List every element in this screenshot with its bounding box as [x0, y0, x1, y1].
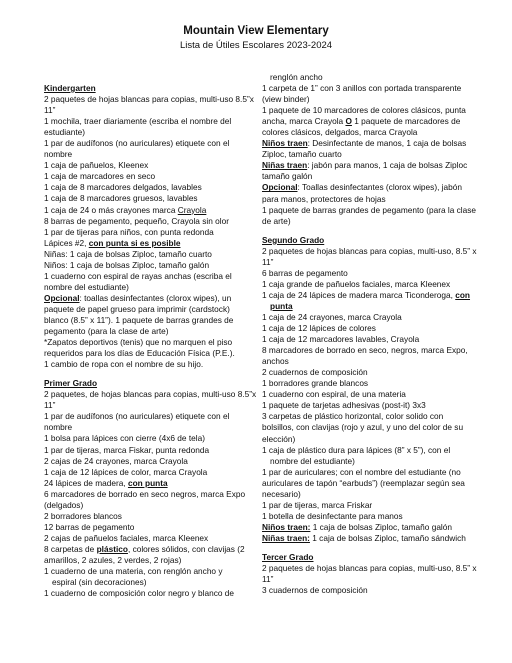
list-item: nombre del estudiante): [44, 281, 129, 292]
list-item: [44, 205, 266, 216]
list-item: colores clásicos, delgados, marca Crayola: [262, 127, 418, 138]
boys-bring-label: Niños traen:: [262, 521, 311, 532]
girls-bring-label: Niñas traen:: [262, 532, 310, 543]
crayola-underlined: Crayola: [177, 204, 207, 215]
list-item-text: : toallas desinfectantes (clorox wipes), un: [79, 292, 232, 303]
list-item: 1 cuaderno de composición color negro y blanco de: [44, 588, 235, 599]
list-item: 8 marcadores de borrado en seco, negros, marca Expo,: [262, 345, 468, 356]
list-item: 1 botella de desinfectante para manos: [262, 510, 403, 521]
boys-bring-label: Niños traen: [262, 138, 308, 149]
list-item: Niñas: 1 caja de bolsas Ziploc, tamaño cuarto: [44, 248, 212, 259]
list-item: [262, 182, 474, 193]
emphasis-text: con punta: [127, 477, 168, 488]
list-item: 12 barras de pegamento: [44, 521, 135, 532]
list-item: para manos, protectores de hojas: [262, 193, 386, 204]
list-item: 8 barras de pegamento, pequeño, Crayola sin olor: [44, 215, 229, 226]
right-column: [262, 72, 477, 596]
list-item: [262, 138, 474, 149]
list-item-text: 8 carpetas de: [44, 543, 97, 554]
list-item: [262, 533, 474, 544]
emphasis-text: punta: [270, 300, 293, 311]
list-item: 1 borradores grande blancos: [262, 378, 369, 389]
list-item: anchos: [262, 356, 289, 367]
list-item: paquete de papel grueso para imprimir (cardstock): [44, 303, 230, 314]
list-item: 11”: [44, 400, 56, 411]
list-item-text: 1 caja de bolsas Ziploc, tamaño sándwich: [309, 532, 466, 543]
list-item-text: 1 caja de 24 lápices de madera marca Ticonderoga,: [262, 289, 456, 300]
list-item: nombre: [44, 422, 73, 433]
list-item: 3 cuadernos de composición: [262, 585, 368, 596]
list-item: 11”: [262, 256, 274, 267]
list-item: 11”: [44, 105, 56, 116]
list-item: 1 par de audífonos (no auriculares) etiquete con el: [44, 411, 230, 422]
list-item: 1 cuaderno con espiral, de una materia: [262, 389, 406, 400]
list-item: [262, 116, 474, 127]
list-item: 1 caja de 24 crayones, marca Crayola: [262, 311, 402, 322]
list-item: de arte): [262, 215, 291, 226]
list-item: 1 cuaderno con espiral de rayas anchas (escriba el: [44, 270, 232, 281]
list-item: Niños: 1 caja de bolsas Ziploc, tamaño galón: [44, 259, 210, 270]
list-item: 1 caja de 12 lápices de colores: [262, 323, 376, 334]
list-item: 1 caja de plástico dura para lápices (8” x 5”), con el: [262, 444, 451, 455]
list-item: [262, 160, 474, 171]
list-item-text: : jabón para manos, 1 caja de bolsas Ziploc: [307, 160, 468, 171]
list-item-text: , colores sólidos, con clavijas (2: [127, 543, 245, 554]
list-item: 1 cambio de ropa con el nombre de su hijo.: [44, 359, 204, 370]
emphasis-text: con punta si es posible: [88, 237, 181, 248]
second-grade-heading: Segundo Grado: [262, 234, 325, 245]
list-item: 1 paquete de barras grandes de pegamento (para la clase: [262, 204, 477, 215]
list-item: 1 cuaderno de una materia, con renglón ancho y: [44, 566, 223, 577]
list-item: [262, 290, 474, 301]
list-item: estudiante): [44, 127, 86, 138]
list-item: 1 caja grande de pañuelos faciales, marca Kleenex: [262, 278, 451, 289]
third-grade-heading: Tercer Grado: [262, 551, 314, 562]
kindergarten-heading: Kindergarten: [44, 83, 96, 93]
list-item: [44, 293, 266, 304]
list-item: 2 paquetes de hojas blancas para copias, multi-uso, 8.5” x: [262, 563, 477, 574]
list-item: 1 caja de 8 marcadores delgados, lavables: [44, 182, 202, 193]
list-item: [44, 478, 266, 489]
list-item: 1 paquete de tarjetas adhesivas (post-it) 3x3: [262, 400, 426, 411]
emphasis-text: con: [455, 289, 471, 300]
list-item: [44, 544, 266, 555]
list-item: espiral (sin decoraciones): [52, 577, 147, 588]
first-grade-heading: Primer Grado: [44, 378, 98, 389]
list-item: necesario): [262, 488, 301, 499]
list-item: 1 carpeta de 1” con 3 anillos con portada transparente: [262, 83, 462, 94]
girls-bring-label: Niñas traen: [262, 160, 308, 171]
list-item: nombre del estudiante): [270, 455, 355, 466]
list-item: 1 caja de 12 marcadores lavables, Crayola: [262, 334, 420, 345]
list-item: 1 mochila, traer diariamente (escriba el nombre del: [44, 116, 232, 127]
list-item: 2 cajas de pañuelos faciales, marca Kleenex: [44, 532, 209, 543]
list-item: 6 barras de pegamento: [262, 267, 348, 278]
list-item: (view binder): [262, 94, 310, 105]
list-item-text: : Desinfectante de manos, 1 caja de bolsas: [307, 138, 467, 149]
list-item-text: 1 caja de 24 o más crayones marca: [44, 204, 178, 215]
list-item-text: Lápices #2,: [44, 237, 89, 248]
list-item: *Zapatos deportivos (tenis) que no marquen el piso: [44, 337, 233, 348]
list-item-text: : Toallas desinfectantes (clorox wipes), jabón: [297, 182, 462, 193]
list-item: 6 marcadores de borrado en seco negros, marca Expo: [44, 488, 246, 499]
list-item-text: ancha, marca Crayola: [262, 116, 346, 127]
school-title: Mountain View Elementary: [183, 25, 329, 37]
list-item: 1 par de tijeras, marca Fiskar, punta redonda: [44, 444, 210, 455]
list-item: 1 par de audífonos (no auriculares) etiquete con el: [44, 138, 230, 149]
optional-label: Opcional: [262, 182, 298, 193]
list-item: tamaño galón: [262, 171, 313, 182]
left-column: [44, 72, 266, 599]
list-item: 1 par de auriculares; con el nombre del estudiante (no: [262, 466, 461, 477]
list-item: 1 paquete de 10 marcadores de colores clásicos, punta: [262, 105, 466, 116]
list-item: 1 par de tijeras, marca Friskar: [262, 499, 373, 510]
list-item: [262, 522, 474, 533]
list-item: 3 carpetas de plástico horizontal, color solido con: [262, 411, 444, 422]
list-item: 2 borradores blancos: [44, 510, 122, 521]
list-item-text: 1 caja de bolsas Ziploc, tamaño galón: [310, 521, 453, 532]
list-item: (delgados): [44, 499, 84, 510]
list-item: bolsillos, con clavijas (rojo y azul, y uno del color de su: [262, 422, 464, 433]
list-item: 1 bolsa para lápices con cierre (4x6 de tela): [44, 433, 205, 444]
optional-label: Opcional: [44, 292, 80, 303]
emphasis-text: plástico: [96, 543, 128, 554]
list-item-text: 24 lápices de madera,: [44, 477, 128, 488]
list-item: 2 paquetes, de hojas blancas para copias, multi-uso 8.5”x: [44, 389, 257, 400]
list-item: requeridos para los días de Educación Física (P.E.).: [44, 348, 235, 359]
list-item: 1 par de tijeras para niños, con punta redonda: [44, 226, 214, 237]
list-item: 1 caja de pañuelos, Kleenex: [44, 160, 149, 171]
list-item: 2 cajas de 24 crayones, marca Crayola: [44, 455, 188, 466]
list-item-text: 1 paquete de marcadores de: [351, 116, 461, 127]
list-item: 2 paquetes de hojas blancas para copias, multi-uso, 8.5” x: [262, 245, 477, 256]
emphasis-text: O: [345, 116, 352, 127]
list-item: nombre: [44, 149, 73, 160]
list-item: [44, 238, 266, 249]
list-subtitle: Lista de Útiles Escolares 2023-2024: [179, 40, 333, 51]
list-item: pegamento (para la clase de arte): [44, 326, 169, 337]
list-item: 1 caja de 12 lápices de color, marca Crayola: [44, 466, 208, 477]
list-item: Ziploc, tamaño cuarto: [262, 149, 342, 160]
list-item: 1 caja de 8 marcadores gruesos, lavables: [44, 193, 198, 204]
list-item: amarillos, 2 azules, 2 verdes, 2 rojas): [44, 554, 182, 565]
list-item: 1 caja de marcadores en seco: [44, 171, 156, 182]
list-item: blanco (8.5” x 11”). 1 paquete de barras grandes de: [44, 314, 234, 325]
list-item: 2 paquetes de hojas blancas para copias, multi-uso 8.5”x: [44, 94, 254, 105]
list-item: renglón ancho: [270, 72, 323, 82]
list-item: elección): [262, 433, 296, 444]
list-item: 11”: [262, 574, 274, 585]
list-item: auriculares de tapón “earbuds”) (reemplazar según sea: [262, 477, 465, 488]
list-item: 2 cuadernos de composición: [262, 367, 368, 378]
